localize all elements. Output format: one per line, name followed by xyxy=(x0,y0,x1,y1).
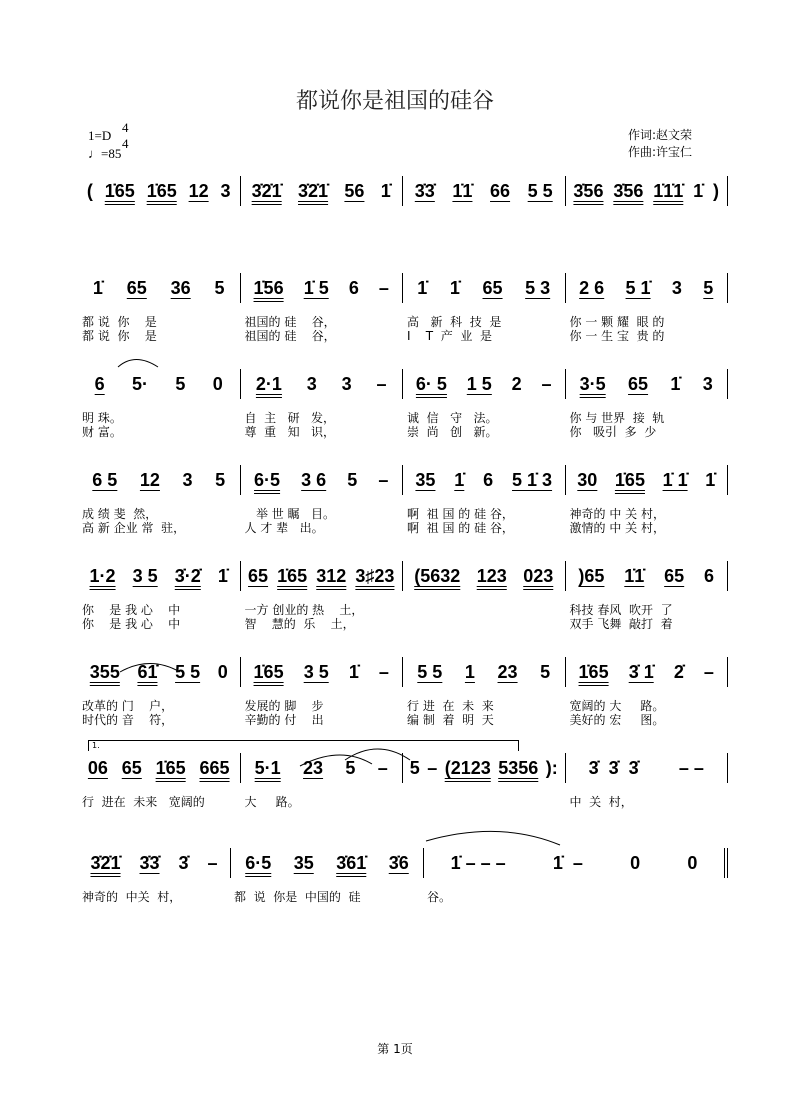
note-group: 1̇65 xyxy=(104,181,135,201)
lyrics-verse-1 xyxy=(78,699,728,713)
note-group: 1̇1̇ xyxy=(452,181,473,201)
note-group: – xyxy=(376,374,387,394)
measure xyxy=(78,273,240,303)
note-group: 1̇ 5 xyxy=(303,278,329,298)
lyrics-verse-1 xyxy=(78,315,728,329)
measure xyxy=(402,657,565,687)
note-group: 1 xyxy=(464,662,475,682)
lyrics-verse-2 xyxy=(78,521,728,535)
lyric-text: 啊 祖 国 的 硅 谷， xyxy=(407,507,514,521)
lyric-text: 崇 尚 创 新。 xyxy=(407,425,498,439)
note-group: 2 xyxy=(511,374,522,394)
lyric-text: 高 新 企业 常 驻， xyxy=(82,521,186,535)
note-group: 1·2 xyxy=(89,566,116,586)
lyric-text: 神奇的 中 关 村， xyxy=(569,507,665,521)
note-group: 0 xyxy=(217,662,228,682)
note-group: 0 xyxy=(212,374,223,394)
lyric-text: 发展的 脚 步 xyxy=(244,699,324,713)
note-group: 6 xyxy=(348,278,359,298)
note-group: 3̇61̇ xyxy=(336,853,367,873)
measure xyxy=(402,753,565,783)
note-group: 5 1̇ 3 xyxy=(512,470,553,490)
lyric-text xyxy=(403,603,566,617)
note-group: 1̇ xyxy=(454,470,465,490)
measure xyxy=(565,561,729,591)
note-group: 2 6 xyxy=(579,278,605,298)
note-group: 23 xyxy=(303,758,324,778)
lyric-text: 智 慧的 乐 土， xyxy=(244,617,355,631)
note-group: 6 xyxy=(483,470,494,490)
note-group: 30 xyxy=(577,470,598,490)
lyrics-verse-1 xyxy=(78,795,728,809)
measure xyxy=(423,848,728,878)
staff-line xyxy=(78,176,728,206)
lyric-text: 神奇的 中关 村， xyxy=(82,890,182,904)
note-group: 35 xyxy=(293,853,314,873)
note-group: 5 1̇ xyxy=(625,278,651,298)
note-group: 3̇56 xyxy=(613,181,644,201)
note-group: 1̇ – – – xyxy=(450,853,506,873)
note-group: 1̇ xyxy=(417,278,428,298)
staff-line xyxy=(78,657,728,727)
note-group: 1̇65 xyxy=(614,470,645,490)
notes-row xyxy=(78,176,728,206)
lyrics-verse-2 xyxy=(78,713,728,727)
lyric-text: 你 一 颗 耀 眼 的 xyxy=(569,315,665,329)
notes-row xyxy=(78,273,728,303)
lyric-text: 一方 创业的 热 土， xyxy=(244,603,364,617)
lyric-text: 祖国的 硅 谷， xyxy=(244,329,336,343)
time-signature xyxy=(122,120,129,152)
note-group: 3 5 xyxy=(303,662,329,682)
note-group: – xyxy=(377,758,388,778)
note-group: 5 5 xyxy=(527,181,553,201)
note-group: 3̇2̇1̇ xyxy=(90,853,121,873)
tempo-marking: ♩=85 xyxy=(88,146,122,161)
note-group: 6· 5 xyxy=(415,374,447,394)
note-group: 1̇ xyxy=(449,278,460,298)
staff-line xyxy=(78,273,728,343)
note-group: 6·5 xyxy=(245,853,272,873)
measure xyxy=(78,176,240,206)
note-group: ( xyxy=(86,181,93,201)
lyric-text: 成 绩 斐 然， xyxy=(82,507,158,521)
lyric-text: 明 珠。 xyxy=(82,411,122,425)
measure xyxy=(565,753,729,783)
measure xyxy=(240,465,403,495)
staff-line xyxy=(78,753,728,809)
note-group: 0 xyxy=(630,853,641,873)
note-group: 5·1 xyxy=(254,758,281,778)
note-group: 65 xyxy=(248,566,269,586)
lyrics-verse-2 xyxy=(78,425,728,439)
note-group: (2123 xyxy=(444,758,491,778)
lyric-text xyxy=(403,795,566,809)
measure xyxy=(402,176,565,206)
lyric-text: 你 是 我 心 中 xyxy=(82,617,181,631)
lyrics-verse-2 xyxy=(78,617,728,631)
lyrics-verse-1 xyxy=(78,507,728,521)
note-group: 3♯23 xyxy=(355,566,395,586)
note-group: 5 xyxy=(409,758,420,778)
measure xyxy=(402,561,565,591)
note-group: 3̇·2̇ xyxy=(174,566,201,586)
lyric-text: 双手 飞舞 敲打 着 xyxy=(569,617,673,631)
notes-row xyxy=(78,848,728,878)
lyric-text: 都 说 你 是 xyxy=(82,329,157,343)
note-group: 3̇56 xyxy=(573,181,604,201)
note-group: 123 xyxy=(476,566,507,586)
lyric-text: 宽阔的 大 路。 xyxy=(569,699,665,713)
measure xyxy=(240,657,403,687)
note-group: – xyxy=(378,662,389,682)
lyric-text: 你 一 生 宝 贵 的 xyxy=(569,329,665,343)
measure xyxy=(78,753,240,783)
measure xyxy=(240,561,403,591)
note-group: 1̇ xyxy=(92,278,103,298)
note-group: 5· xyxy=(132,374,149,394)
note-group: – xyxy=(378,470,389,490)
measure xyxy=(565,176,729,206)
note-group: 5 5 xyxy=(175,662,201,682)
note-group: 66 xyxy=(490,181,511,201)
lyric-text: 举 世 瞩 目。 xyxy=(244,507,336,521)
measure xyxy=(565,465,729,495)
note-group: 65 xyxy=(121,758,142,778)
note-group: 3̇ 1̇ xyxy=(628,662,654,682)
lyrics-verse-1 xyxy=(78,603,728,617)
note-group: 1̇65 xyxy=(578,662,609,682)
lyric-text: 都 说 你是 中国的 硅 xyxy=(234,890,361,904)
note-group: 3̇ 3̇ 3̇ xyxy=(588,758,639,778)
lyric-text xyxy=(403,617,566,631)
note-group: 1̇ 1̇ xyxy=(662,470,688,490)
note-group: 023 xyxy=(523,566,554,586)
lyric-text: 祖国的 硅 谷， xyxy=(244,315,336,329)
lyric-text: 你 与 世界 接 轨 xyxy=(569,411,665,425)
lyric-text: 行 进 在 未 来 xyxy=(407,699,494,713)
lyrics-verse-1 xyxy=(78,411,728,425)
note-group: 1̇56 xyxy=(253,278,284,298)
measure xyxy=(240,176,403,206)
note-group: 3 xyxy=(182,470,193,490)
note-group: 5 xyxy=(703,278,714,298)
lyric-text: 啊 祖 国 的 硅 谷， xyxy=(407,521,514,535)
note-group: 65 xyxy=(628,374,649,394)
time-signature-top: 4 xyxy=(122,120,129,135)
note-group: 355 xyxy=(89,662,120,682)
note-group: 3 5 xyxy=(132,566,158,586)
lyrics-verse-1 xyxy=(78,890,728,904)
page-number: 第 1页 xyxy=(377,1042,413,1056)
lyric-text: 激情的 中 关 村， xyxy=(569,521,665,535)
notes-row xyxy=(78,369,728,399)
note-group: 65 xyxy=(664,566,685,586)
lyric-text: 谷。 xyxy=(427,890,452,904)
measure xyxy=(230,848,423,878)
note-group: 1 5 xyxy=(466,374,492,394)
lyrics-verse-2 xyxy=(78,329,728,343)
note-group: 61̇ xyxy=(137,662,158,682)
note-group: 3·5 xyxy=(579,374,606,394)
note-group: 1̇ xyxy=(670,374,681,394)
note-group: – xyxy=(207,853,218,873)
lyric-text: 你 是 我 心 中 xyxy=(82,603,181,617)
note-group: 1̇ xyxy=(705,470,716,490)
note-group: 5 xyxy=(214,278,225,298)
note-group: 5 xyxy=(347,470,358,490)
measure xyxy=(78,657,240,687)
lyric-text: 辛勤的 付 出 xyxy=(244,713,324,727)
lyric-text: 时代的 音 符， xyxy=(82,713,174,727)
note-group: 3 6 xyxy=(301,470,327,490)
staff-line xyxy=(78,848,728,904)
note-group: 3 xyxy=(306,374,317,394)
note-group: 12 xyxy=(139,470,160,490)
note-group: 06 xyxy=(87,758,108,778)
notes-row xyxy=(78,657,728,687)
note-group: – xyxy=(703,662,714,682)
measure xyxy=(565,273,729,303)
measure xyxy=(78,369,240,399)
note-group: 1̇65 xyxy=(155,758,186,778)
note-group: 3̇ xyxy=(178,853,189,873)
note-group: 1̇ xyxy=(380,181,391,201)
notes-row xyxy=(78,561,728,591)
key-signature: 1=D xyxy=(88,128,112,143)
lyric-text: 财 富。 xyxy=(82,425,122,439)
note-group: 6 5 xyxy=(92,470,118,490)
song-title: 都说你是祖国的硅谷 xyxy=(295,89,494,114)
note-group: 5 3 xyxy=(525,278,551,298)
note-group: 0 xyxy=(687,853,698,873)
note-group: 35 xyxy=(415,470,436,490)
lyric-text: 高 新 科 技 是 xyxy=(407,315,502,329)
lyric-text: 人 才 辈 出。 xyxy=(244,521,324,535)
note-group: 6·5 xyxy=(254,470,281,490)
lyricist: 作词:赵文荣 xyxy=(628,128,693,142)
note-group: 56 xyxy=(344,181,365,201)
note-group: 6 xyxy=(94,374,105,394)
note-group: ) xyxy=(713,181,720,201)
note-group: – – xyxy=(678,758,704,778)
note-group: 5356 xyxy=(498,758,539,778)
note-group: 5 xyxy=(345,758,356,778)
note-group: )65 xyxy=(578,566,605,586)
note-group: 3 xyxy=(702,374,713,394)
note-group: 3̇6 xyxy=(388,853,409,873)
note-group: – xyxy=(541,374,552,394)
note-group: 1̇65 xyxy=(253,662,284,682)
measure xyxy=(402,465,565,495)
lyric-text: 你 吸引 多 少 xyxy=(569,425,657,439)
note-group: 1̇1̇1̇ xyxy=(653,181,684,201)
note-group: 2̇ xyxy=(673,662,684,682)
volta-bracket: 1. xyxy=(88,740,519,751)
note-group: (5632 xyxy=(414,566,461,586)
note-group: 1̇ xyxy=(348,662,359,682)
credits xyxy=(628,127,692,161)
lyric-text: 都 说 你 是 xyxy=(82,315,157,329)
note-group: 23 xyxy=(497,662,518,682)
note-group: 3 xyxy=(671,278,682,298)
staff-line xyxy=(78,561,728,631)
note-group: 3̇2̇1̇ xyxy=(251,181,282,201)
note-group: 36 xyxy=(170,278,191,298)
lyric-text: I T 产 业 是 xyxy=(407,329,493,343)
note-group: ): xyxy=(545,758,558,778)
staff-line xyxy=(78,369,728,439)
note-group: 12 xyxy=(188,181,209,201)
lyric-text: 改革的 门 户， xyxy=(82,699,174,713)
lyric-text: 编 制 着 明 天 xyxy=(407,713,494,727)
slur xyxy=(118,360,158,368)
notes-row xyxy=(78,753,728,783)
lyric-text: 行 进在 未来 宽阔的 xyxy=(82,795,205,809)
note-group: – xyxy=(378,278,389,298)
note-group: 5 xyxy=(175,374,186,394)
note-group: 65 xyxy=(482,278,503,298)
lyric-text: 自 主 研 发， xyxy=(244,411,336,425)
note-group: 1̇65 xyxy=(277,566,308,586)
note-group: 5 xyxy=(215,470,226,490)
time-signature-bottom: 4 xyxy=(122,136,129,151)
measure xyxy=(78,561,240,591)
measure xyxy=(240,369,403,399)
note-group: 1̇1̇ xyxy=(624,566,645,586)
note-group: – xyxy=(427,758,438,778)
measure xyxy=(402,273,565,303)
lyric-text: 大 路。 xyxy=(244,795,300,809)
note-group: 665 xyxy=(199,758,230,778)
measure xyxy=(240,753,403,783)
lyric-text: 诚 信 守 法。 xyxy=(407,411,498,425)
note-group: 1̇ xyxy=(693,181,704,201)
measure xyxy=(240,273,403,303)
lyric-text: 科技 春风 吹开 了 xyxy=(569,603,673,617)
note-group: 6 xyxy=(704,566,715,586)
lyric-text: 中 关 村， xyxy=(569,795,633,809)
lyric-text: 美好的 宏 图。 xyxy=(569,713,665,727)
note-group: 65 xyxy=(126,278,147,298)
note-group: 3̇2̇1̇ xyxy=(298,181,329,201)
note-group: 5 5 xyxy=(417,662,443,682)
slur xyxy=(426,831,560,845)
note-group: 5 xyxy=(540,662,551,682)
note-group: 3 xyxy=(341,374,352,394)
lyric-text: 尊 重 知 识， xyxy=(244,425,336,439)
note-group: 1̇ xyxy=(217,566,228,586)
measure xyxy=(565,657,729,687)
measure xyxy=(78,465,240,495)
notes-row xyxy=(78,465,728,495)
measure xyxy=(402,369,565,399)
note-group: 312 xyxy=(316,566,347,586)
composer: 作曲:许宝仁 xyxy=(628,145,693,159)
measure xyxy=(78,848,230,878)
note-group: 3̇3̇ xyxy=(414,181,435,201)
note-group: 1̇ – xyxy=(552,853,583,873)
note-group: 2·1 xyxy=(255,374,282,394)
measure xyxy=(565,369,729,399)
staff-line xyxy=(78,465,728,535)
note-group: 1̇65 xyxy=(146,181,177,201)
note-group: 3̇3̇ xyxy=(139,853,160,873)
note-group: 3 xyxy=(220,181,231,201)
